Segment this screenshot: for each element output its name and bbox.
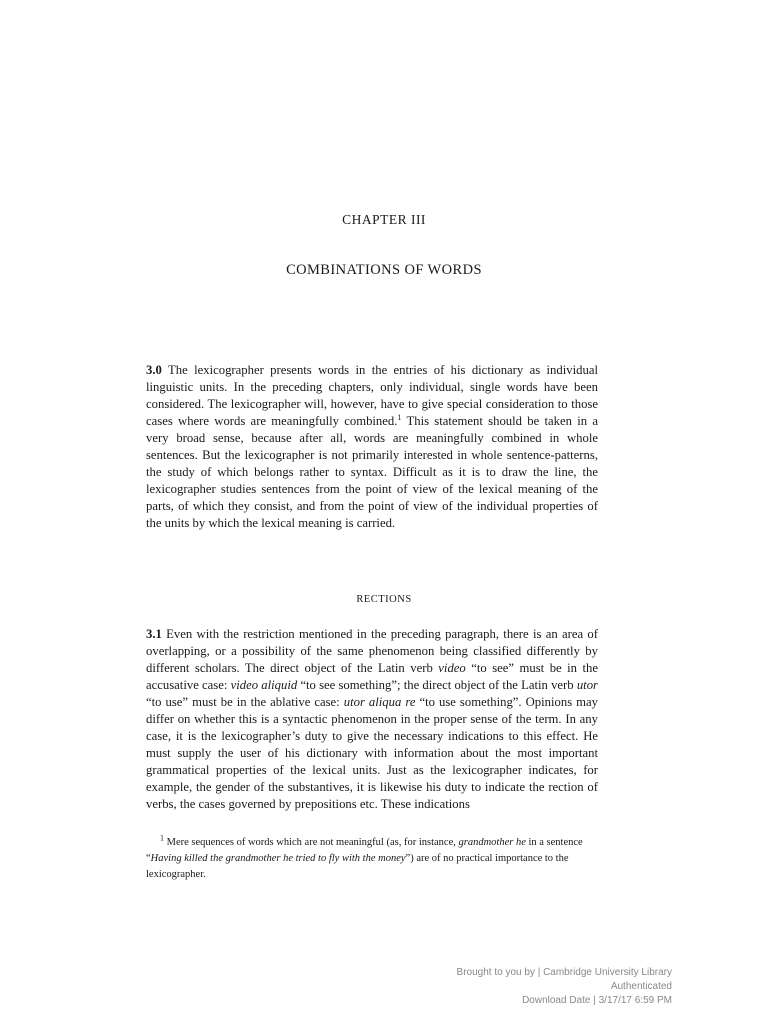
chapter-title: COMBINATIONS OF WORDS: [286, 262, 482, 278]
paragraph-text: “to use” must be in the ablative case:: [146, 695, 344, 709]
stamp-date: Download Date | 3/17/17 6:59 PM: [522, 995, 672, 1006]
footnote-text: ”) are of no practical importance to the lexicographer.: [146, 853, 569, 880]
chapter-heading: CHAPTER III: [342, 212, 426, 227]
footnote: [146, 835, 598, 883]
section-heading: RECTIONS: [356, 594, 412, 605]
paragraph-text: Even with the restriction mentioned in the preceding paragraph, there is an area of overlapping, or a possibility of the same phenomenon being classified differently by different scholars. The direct object of the Latin verb: [146, 627, 598, 675]
latin-term: video: [438, 661, 466, 675]
paragraph-text: The lexicographer presents words in the entries of his dictionary as individual linguistic units. In the preceding chapters, only individual, single words have been considered. The lexicographer will, however, have to give special consideration to those cases where words are meaningfully combined.: [146, 363, 598, 428]
paragraph-text: This statement should be taken in a very broad sense, because after all, words are meaningfully combined in whole sentences. But the lexicographer is not primarily interested in whole sentence-patterns, the study of which belongs rather to syntax. Difficult as it is to draw the line, the lexicographer studies sentences from the point of view of the lexical meaning of the parts, of which they consist, and from the point of view of the individual properties of the units by which the lexical meaning is carried.: [146, 414, 599, 530]
access-stamp: [372, 966, 672, 1008]
latin-term: utor aliqua re: [343, 695, 416, 709]
footnote-text: Mere sequences of words which are not meaningful (as, for instance,: [164, 837, 459, 848]
footnote-italic: Having killed the grandmother he tried to fly with the money: [150, 853, 406, 864]
footnote-number: 1: [160, 833, 164, 843]
footnote-reference: 1: [397, 412, 402, 422]
latin-term: utor: [576, 678, 598, 692]
footnote-italic: grandmother he: [458, 837, 526, 848]
footnote-text: in a sentence “: [146, 837, 583, 864]
paragraph-3-0: [146, 362, 598, 532]
paragraph-text: “to see” must be in the accusative case:: [146, 661, 598, 692]
section-number: 3.0: [146, 363, 162, 377]
paragraph-text: “to see something”; the direct object of the Latin verb: [297, 678, 577, 692]
latin-term: video aliquid: [230, 678, 298, 692]
stamp-status: Authenticated: [610, 981, 672, 992]
paragraph-3-1: [146, 626, 598, 813]
section-number: 3.1: [146, 627, 162, 641]
stamp-provider: Brought to you by | Cambridge University Library: [456, 967, 672, 978]
paragraph-text: “to use something”. Opinions may differ on whether this is a syntactic phenomenon in the proper sense of the term. In any case, it is the lexicographer’s duty to give the necessary indications to this effect. He must supply the user of his dictionary with information about the most important grammatical properties of the lexical units. Just as the lexicographer indicates, for example, the gender of the substantives, it is likewise his duty to indicate the rection of verbs, the cases governed by prepositions etc. These indications: [146, 695, 598, 811]
